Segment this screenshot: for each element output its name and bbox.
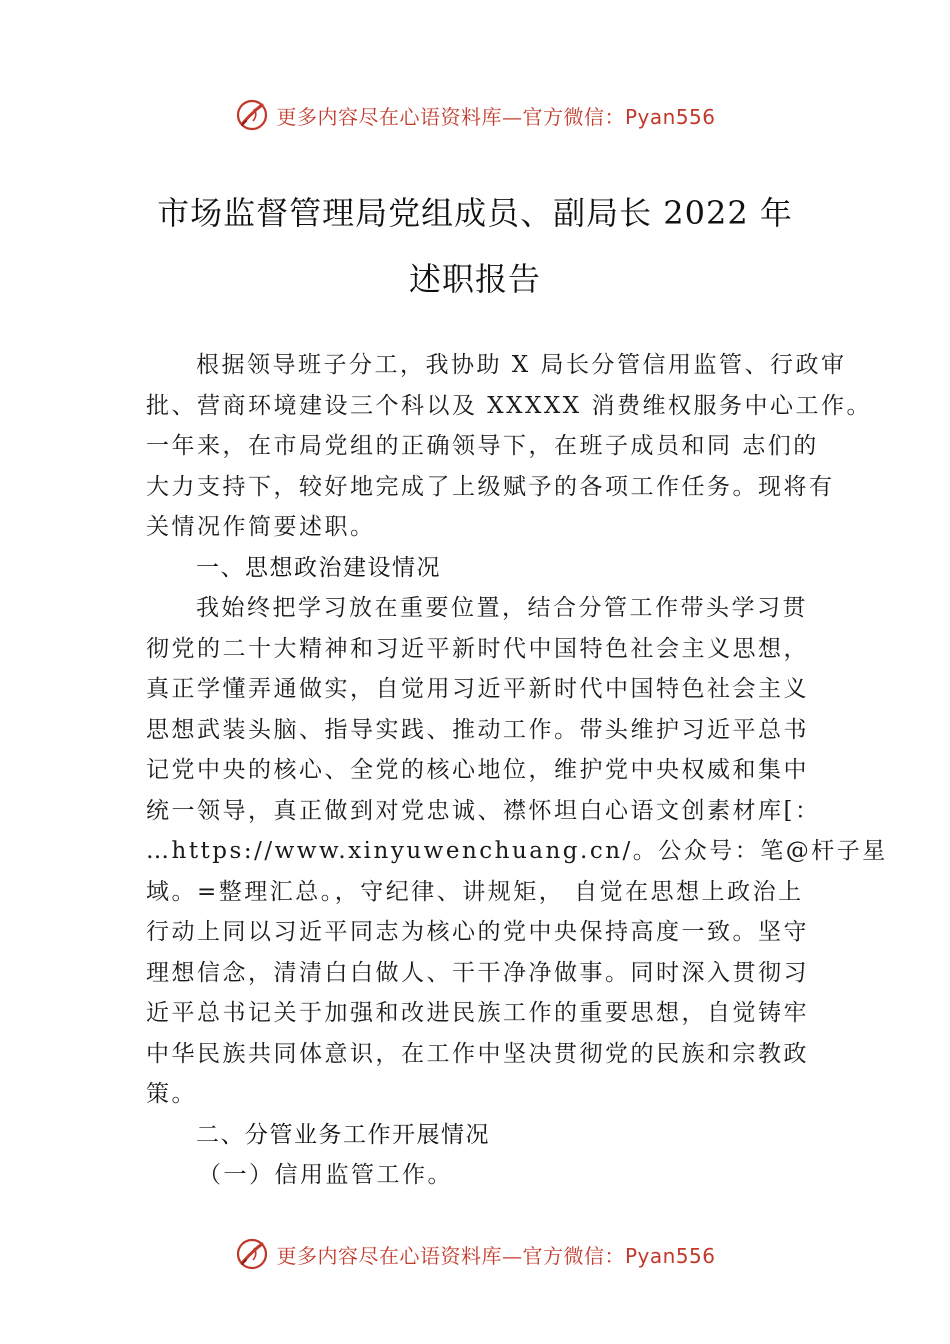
paragraph-line: 一年来，在市局党组的正确领导下，在班子成员和同 志们的 — [146, 433, 819, 459]
watermark-text — [276, 1240, 715, 1269]
watermark-separator: — — [501, 104, 523, 129]
page-title-line-1: 市场监督管理局党组成员、副局长 2022 年 — [157, 194, 793, 232]
footer-watermark-banner — [0, 1234, 950, 1274]
paragraph-line: 彻党的二十大精神和习近平新时代中国特色社会主义思想， — [146, 635, 809, 662]
watermark-separator: — — [501, 1243, 523, 1268]
watermark-text — [276, 101, 715, 130]
section-heading-1: 一、思想政治建设情况 — [196, 554, 441, 581]
paragraph-line: 统一领导，真正做到对党忠诚、襟怀坦白心语文创素材库[： — [146, 797, 821, 824]
brush-pen-logo-icon — [234, 1236, 270, 1272]
page-title-line-2: 述职报告 — [408, 260, 541, 298]
paragraph-line: 近平总书记关于加强和改进民族工作的重要思想，自觉铸牢 — [146, 1000, 809, 1026]
paragraph-line: 域。=整理汇总。，守纪律、讲规矩， 自觉在思想上政治上 — [146, 878, 804, 905]
watermark-wechat-id: Pyan556 — [624, 1243, 716, 1268]
subsection-heading-1: （一）信用监管工作。 — [198, 1162, 453, 1188]
watermark-brand: 更多内容尽在心语资料库 — [276, 104, 502, 129]
paragraph-line: 理想信念，清清白白做人、干干净净做事。同时深入贯彻习 — [146, 959, 809, 986]
paragraph-line: 真正学懂弄通做实，自觉用习近平新时代中国特色社会主义 — [146, 676, 809, 702]
paragraph-line: 记党中央的核心、全党的核心地位，维护党中央权威和集中 — [146, 757, 809, 783]
paragraph-line: 大力支持下，较好地完成了上级赋予的各项工作任务。现将有 — [146, 473, 835, 500]
watermark-brand: 更多内容尽在心语资料库 — [276, 1243, 502, 1268]
paragraph-line: 我始终把学习放在重要位置，结合分管工作带头学习贯 — [196, 595, 808, 621]
paragraph-line: 根据领导班子分工，我协助 X 局长分管信用监管、行政审 — [196, 352, 847, 378]
document-body — [146, 345, 888, 1196]
paragraph-line: 批、营商环境建设三个科以及 XXXXX 消费维权服务中心工作。 — [146, 392, 872, 419]
paragraph-line: 策。 — [146, 1081, 197, 1107]
watermark-wechat-id: Pyan556 — [624, 104, 716, 129]
brush-pen-logo-icon — [234, 97, 270, 133]
paragraph-line: 行动上同以习近平同志为核心的党中央保持高度一致。坚守 — [146, 919, 809, 945]
watermark-wechat-label: 官方微信： — [522, 1243, 625, 1268]
paragraph-line: 思想武装头脑、指导实践、推动工作。带头维护习近平总书 — [146, 716, 809, 743]
paragraph-line: …https://www.xinyuwenchuang.cn/。公众号：笔@杆子星 — [146, 838, 888, 864]
paragraph-line: 中华民族共同体意识，在工作中坚决贯彻党的民族和宗教政 — [146, 1040, 809, 1067]
watermark-wechat-label: 官方微信： — [522, 104, 625, 129]
header-watermark-banner — [0, 95, 950, 135]
section-heading-2: 二、分管业务工作开展情况 — [196, 1121, 490, 1148]
paragraph-line: 关情况作简要述职。 — [146, 514, 376, 540]
